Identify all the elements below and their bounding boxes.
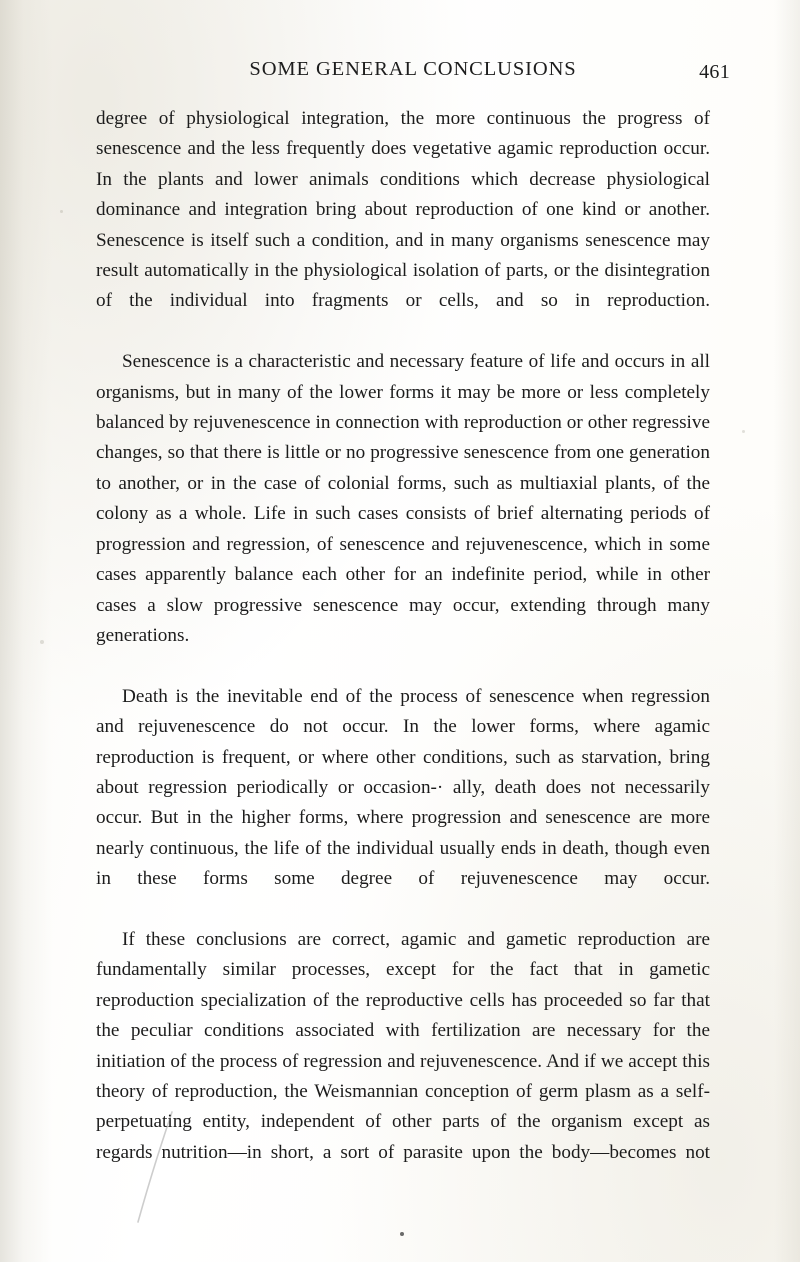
paragraph: degree of physiological integration, the more continuous the progress of senescence and the less frequently does vegetative agamic reproduction occur. In the plants and lower animals conditions which decrease physiological dominance and integration bring about reproduction of one kind or another. Senescence is itself such a condition, and in many organisms senescence may result automatically in the physiological isolation of parts, or the disintegration of the individual into fragments or cells, and so in reproduction. xyxy=(96,108,710,312)
paragraph: Death is the inevitable end of the process of senescence when regression and rejuvenescence do not occur. In the lower forms, where agamic reproduction is frequent, or where other conditions, such as starvation, bring about regression periodically or occasion-· ally, death does not necessarily occur. But in the higher forms, where progression and senescence are more nearly continuous, the life of the individual usually ends in death, though even in these forms some degree of rejuvenescence may occur. xyxy=(96,685,710,890)
ink-dot-mark xyxy=(400,1232,404,1236)
paragraph: Senescence is a characteristic and necessary feature of life and occurs in all organisms, but in many of the lower forms it may be more or less completely balanced by rejuvenescence in connection with reproduction or other regressive changes, so that there is little or no progressive senescence from one generation to another, or in the case of colonial forms, such as multiaxial plants, of the colony as a whole. Life in such cases consists of brief alternating periods of progression and regression, of senescence and rejuvenescence, which in some cases apparently balance each other for an indefinite period, while in other cases a slow progressive senescence may occur, extending through many generations. xyxy=(96,351,710,646)
page-header xyxy=(96,58,730,84)
page-number: 461 xyxy=(699,61,730,83)
paragraph: If these conclusions are correct, agamic and gametic reproduction are fundamentally similar processes, except for the fact that in gametic reproduction specialization of the reproductive cells has proceeded so far that the peculiar conditions associated with fertilization are necessary for the initiation of the process of regression and rejuvenescence. And if we accept this theory of reproduction, the Weismannian conception of germ plasm as a self-perpetuating entity, independent of other parts of the organism except as regards nutrition—in short, a sort of parasite upon the body—becomes not xyxy=(96,928,710,1163)
scan-speck xyxy=(742,430,745,433)
running-head: SOME GENERAL CONCLUSIONS xyxy=(249,58,577,80)
scan-speck xyxy=(40,640,44,644)
page-body xyxy=(96,104,710,1199)
scan-speck xyxy=(60,210,63,213)
